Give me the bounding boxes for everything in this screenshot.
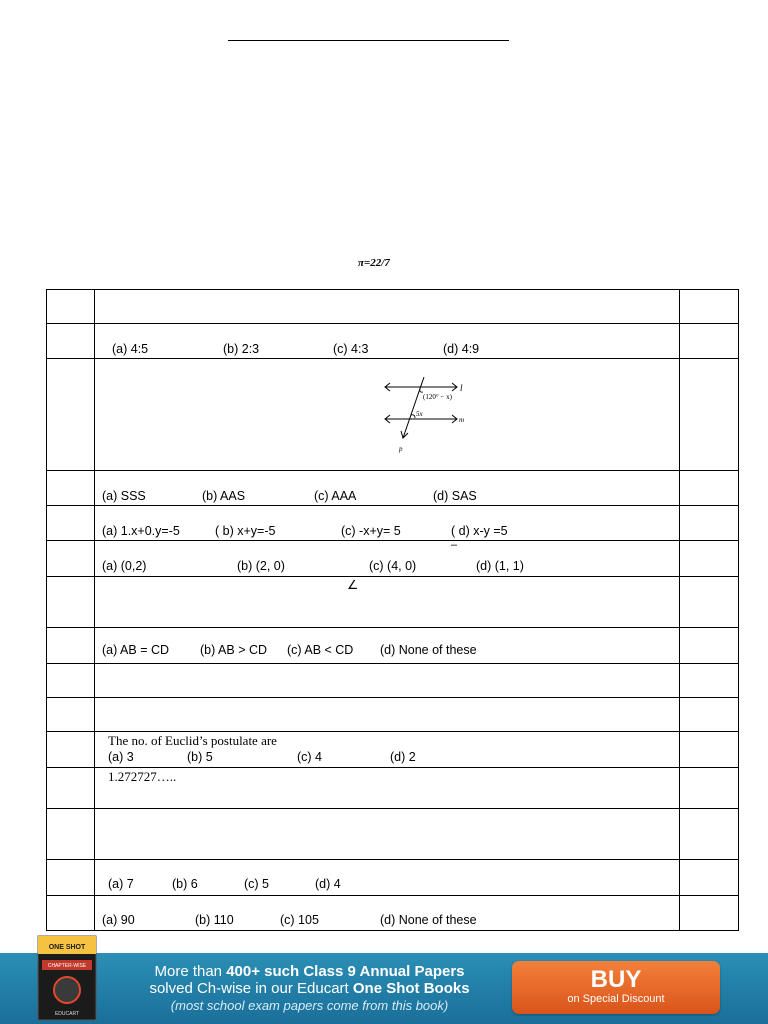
- book-cover-icon: [36, 934, 100, 1022]
- book-tag: CHAPTER-WISE: [47, 963, 87, 969]
- option-d: (d) SAS: [433, 489, 477, 503]
- table-row: [47, 664, 739, 698]
- marks-cell: [680, 732, 739, 768]
- marks-cell: [680, 577, 739, 628]
- qno-cell: [47, 541, 95, 577]
- qno-cell: [47, 359, 95, 471]
- option-a: (a) SSS: [102, 489, 146, 503]
- option-a: (a) 7: [108, 877, 134, 891]
- option-d: (d) 4:9: [443, 342, 480, 356]
- marks-cell: [680, 506, 739, 541]
- label-m: m: [459, 416, 465, 424]
- option-a: (a) 90: [102, 913, 135, 927]
- label-l: l: [460, 383, 463, 393]
- marks-cell: [680, 860, 739, 896]
- option-a: (a) 4:5: [112, 342, 149, 356]
- qno-cell: [47, 698, 95, 732]
- table-row: [47, 860, 739, 896]
- table-row: [47, 541, 739, 577]
- option-b: (b) 5: [187, 750, 213, 764]
- option-d: (d) (1, 1): [476, 559, 524, 573]
- marks-cell: [680, 324, 739, 359]
- option-c: (c) -x+y= 5: [341, 524, 401, 538]
- pi-note: π=22/7: [358, 257, 390, 269]
- question-cell: [95, 577, 680, 628]
- option-b: (b) (2, 0): [237, 559, 285, 573]
- option-b: (b) 6: [172, 877, 198, 891]
- book-brand: EDUCART: [54, 1011, 80, 1017]
- option-c: (c) 5: [244, 877, 269, 891]
- table-row: [47, 290, 739, 324]
- option-b: (b) 2:3: [223, 342, 260, 356]
- option-c: (c) 4:3: [333, 342, 369, 356]
- qno-cell: [47, 628, 95, 664]
- banner-line1-bold: 400+ such Class 9 Annual Papers: [226, 963, 465, 980]
- marks-cell: [680, 768, 739, 809]
- option-b: (b) AB > CD: [200, 643, 268, 657]
- question-table: [46, 289, 739, 931]
- option-a: (a) (0,2): [102, 559, 147, 573]
- qno-cell: [47, 290, 95, 324]
- option-c: (c) (4, 0): [369, 559, 417, 573]
- marks-cell: [680, 359, 739, 471]
- marks-cell: [680, 628, 739, 664]
- qno-cell: [47, 471, 95, 506]
- marks-cell: [680, 471, 739, 506]
- angle-symbol: ∠: [347, 578, 359, 592]
- question-cell: [95, 732, 680, 768]
- option-b: (b) 110: [195, 913, 234, 927]
- banner-line2-bold: One Shot Books: [352, 980, 470, 997]
- stray-mark: –: [451, 539, 458, 551]
- option-a: (a) AB = CD: [102, 643, 170, 657]
- question-cell: [95, 290, 680, 324]
- parallel-lines-figure: [381, 375, 471, 461]
- label-p: p: [399, 445, 403, 453]
- question-cell: [95, 860, 680, 896]
- banner-line2: solved Ch-wise in our Educart: [149, 980, 353, 997]
- table-row: [47, 359, 739, 471]
- question-cell: [95, 506, 680, 541]
- book-title: ONE SHOT: [48, 944, 86, 951]
- question-cell: [95, 541, 680, 577]
- qno-cell: [47, 324, 95, 359]
- title-underline: [228, 40, 509, 41]
- question-cell: [95, 471, 680, 506]
- table-row: [47, 768, 739, 809]
- question-cell: [95, 324, 680, 359]
- qno-cell: [47, 809, 95, 860]
- option-a: (a) 1.x+0.y=-5: [102, 524, 180, 538]
- table-row: [47, 698, 739, 732]
- qno-cell: [47, 577, 95, 628]
- qno-cell: [47, 860, 95, 896]
- angle-top-label: (120° − x): [423, 393, 452, 401]
- question-text: 1.272727…..: [108, 769, 177, 784]
- option-c: (c) 105: [280, 913, 319, 927]
- option-d: ( d) x-y =5: [451, 524, 508, 538]
- banner-text: [112, 963, 507, 1014]
- option-c: (c) AB < CD: [287, 643, 354, 657]
- option-d: (d) None of these: [380, 643, 477, 657]
- option-d: (d) None of these: [380, 913, 477, 927]
- qno-cell: [47, 732, 95, 768]
- promo-banner[interactable]: [0, 944, 768, 1024]
- qno-cell: [47, 768, 95, 809]
- table-row: [47, 896, 739, 931]
- buy-sublabel: on Special Discount: [567, 993, 665, 1005]
- table-row: [47, 324, 739, 359]
- banner-line1: More than: [154, 963, 227, 980]
- option-b: ( b) x+y=-5: [215, 524, 276, 538]
- option-c: (c) AAA: [314, 489, 357, 503]
- marks-cell: [680, 896, 739, 931]
- marks-cell: [680, 698, 739, 732]
- option-a: (a) 3: [108, 750, 134, 764]
- question-cell: [95, 768, 680, 809]
- question-cell: [95, 628, 680, 664]
- option-d: (d) 2: [390, 750, 416, 764]
- marks-cell: [680, 664, 739, 698]
- angle-bottom-label: 5x: [416, 410, 423, 418]
- option-b: (b) AAS: [202, 489, 246, 503]
- buy-button[interactable]: [512, 961, 720, 1014]
- question-cell: [95, 359, 680, 471]
- option-c: (c) 4: [297, 750, 322, 764]
- table-row: [47, 471, 739, 506]
- table-row: [47, 628, 739, 664]
- question-text: The no. of Euclid’s postulate are: [108, 733, 277, 748]
- question-cell: [95, 896, 680, 931]
- qno-cell: [47, 664, 95, 698]
- banner-subtext: (most school exam papers come from this book): [170, 998, 449, 1013]
- table-row: [47, 577, 739, 628]
- qno-cell: [47, 506, 95, 541]
- qno-cell: [47, 896, 95, 931]
- table-row: [47, 809, 739, 860]
- table-row: [47, 732, 739, 768]
- question-cell: [95, 809, 680, 860]
- buy-label: BUY: [590, 966, 642, 993]
- marks-cell: [680, 290, 739, 324]
- marks-cell: [680, 809, 739, 860]
- table-row: [47, 506, 739, 541]
- question-cell: [95, 664, 680, 698]
- marks-cell: [680, 541, 739, 577]
- option-d: (d) 4: [315, 877, 341, 891]
- question-cell: [95, 698, 680, 732]
